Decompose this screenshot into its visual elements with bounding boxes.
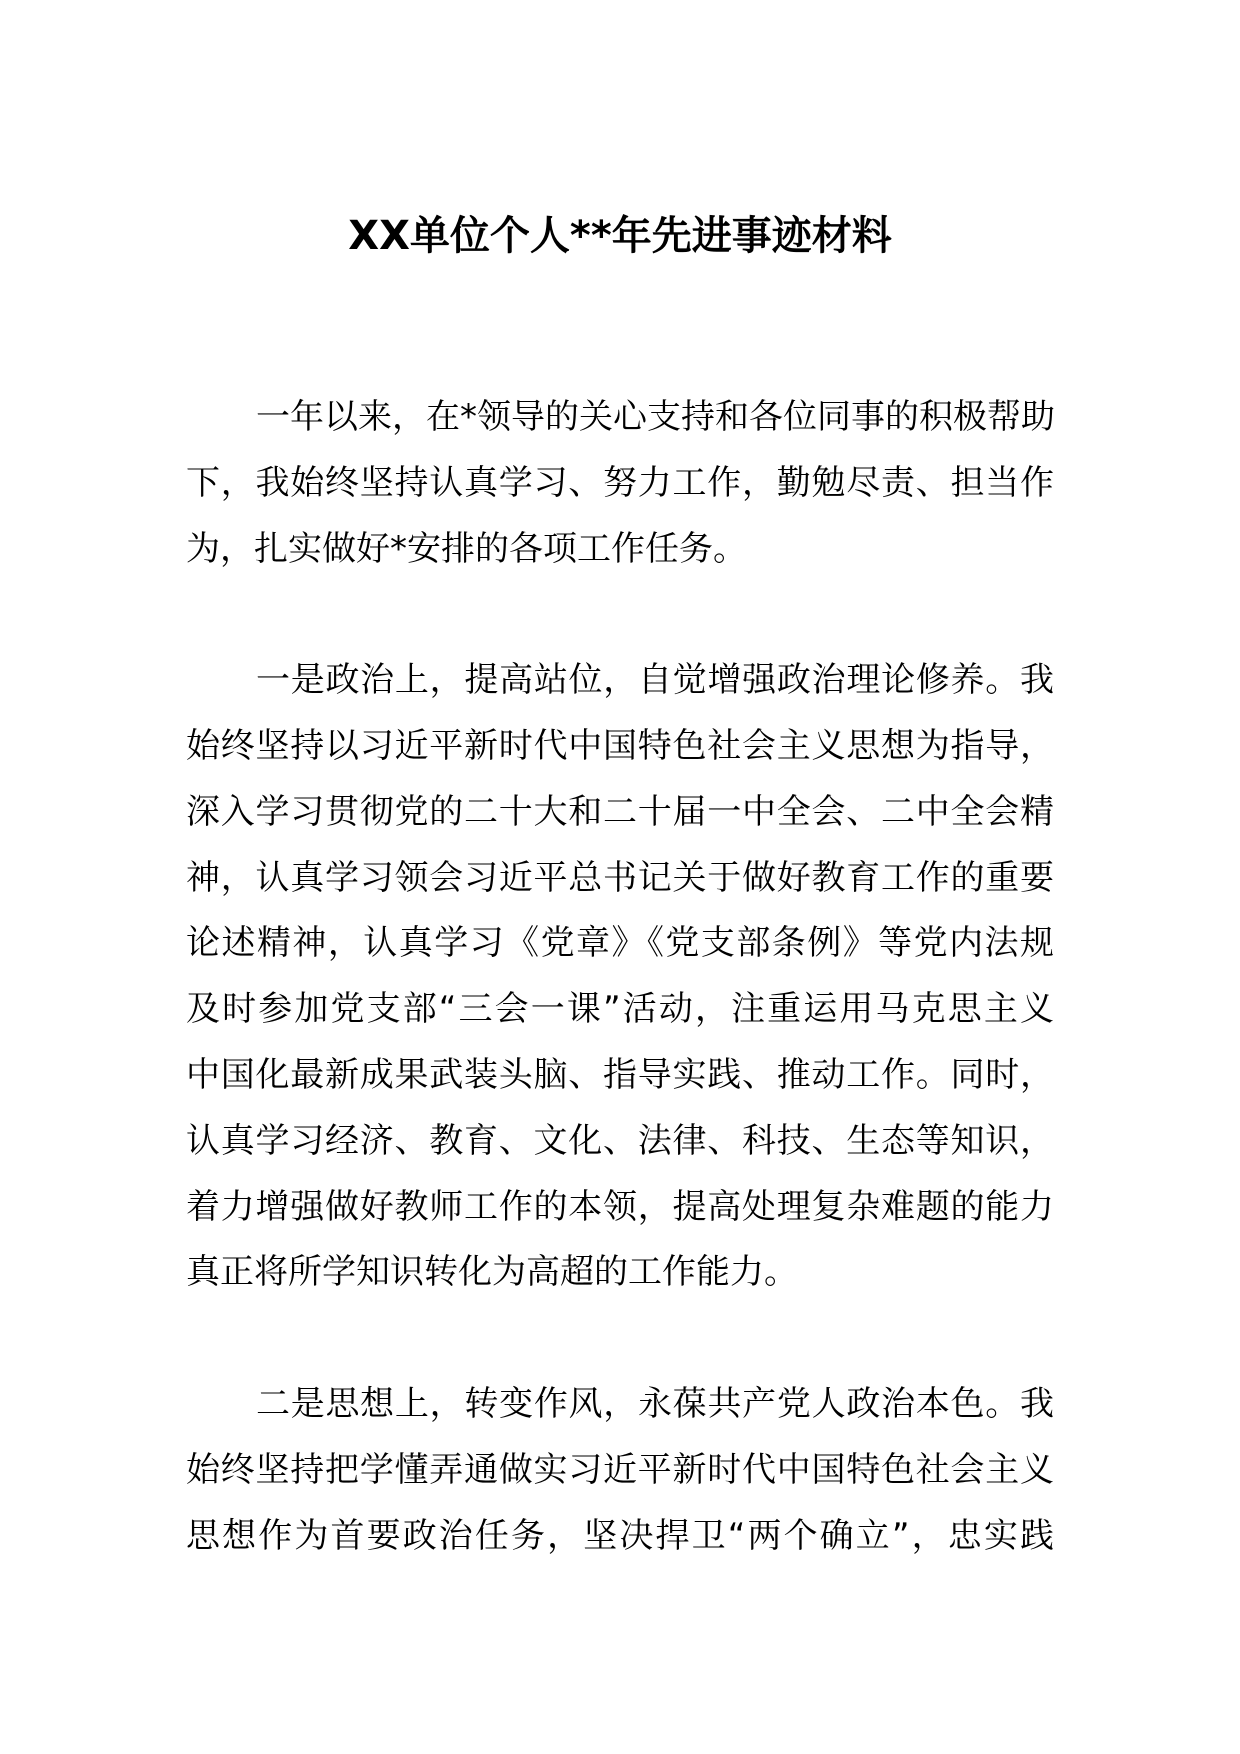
text-line: 认真学习经济、教育、文化、法律、科技、生态等知识，	[186, 1120, 1054, 1161]
text-line: 及时参加党支部“三会一课”活动，注重运用马克思主义	[186, 989, 1054, 1030]
text-line: 论述精神，认真学习《党章》《党支部条例》等党内法规	[186, 923, 1054, 964]
text-line: 一是政治上，提高站位，自觉增强政治理论修养。我	[256, 660, 1054, 701]
document-title: XX单位个人**年先进事迹材料	[348, 213, 892, 259]
paragraph-gap	[186, 582, 1054, 648]
text-line: 神，认真学习领会习近平总书记关于做好教育工作的重要	[186, 857, 1054, 898]
text-line: 深入学习贯彻党的二十大和二十届一中全会、二中全会精	[186, 791, 1054, 832]
text-line: 真正将所学知识转化为高超的工作能力。	[186, 1252, 798, 1293]
paragraph	[186, 385, 1054, 582]
text-line: 始终坚持以习近平新时代中国特色社会主义思想为指导，	[186, 725, 1054, 766]
text-line: 着力增强做好教师工作的本领，提高处理复杂难题的能力	[186, 1186, 1054, 1227]
text-line: 一年以来，在*领导的关心支持和各位同事的积极帮助	[256, 397, 1055, 437]
paragraph	[186, 1372, 1054, 1569]
text-line: 中国化最新成果武装头脑、指导实践、推动工作。同时，	[186, 1054, 1054, 1095]
text-line: 下，我始终坚持认真学习、努力工作，勤勉尽责、担当作	[186, 462, 1054, 503]
text-line: 二是思想上，转变作风，永葆共产党人政治本色。我	[256, 1383, 1054, 1424]
document-body	[186, 385, 1054, 1569]
text-line: 为，扎实做好*安排的各项工作任务。	[186, 528, 747, 569]
paragraph-gap	[186, 1306, 1054, 1372]
text-line: 思想作为首要政治任务，坚决捍卫“两个确立”，忠实践	[186, 1515, 1054, 1556]
paragraph	[186, 648, 1054, 1306]
text-line: 始终坚持把学懂弄通做实习近平新时代中国特色社会主义	[186, 1449, 1054, 1490]
